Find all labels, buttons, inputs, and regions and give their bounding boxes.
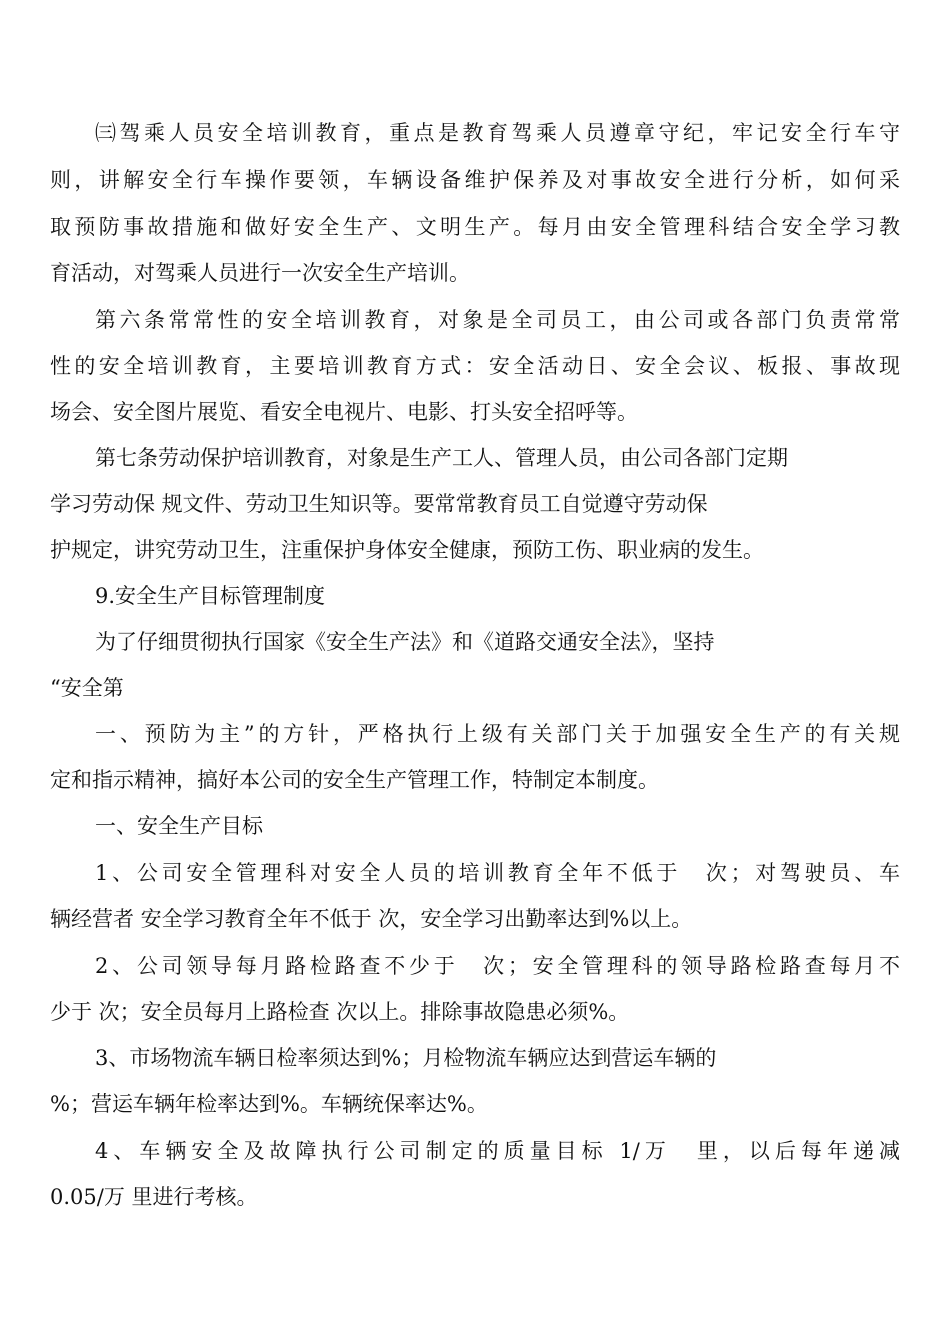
paragraph-line: %；营运车辆年检率达到%。车辆统保率达%。 — [50, 1092, 488, 1116]
paragraph-line: 护规定，讲究劳动卫生，注重保护身体安全健康，预防工伤、职业病的发生。 — [50, 538, 764, 562]
paragraph-line: 辆经营者 安全学习教育全年不低于 次，安全学习出勤率达到%以上。 — [50, 907, 693, 931]
paragraph-line: 场会、安全图片展览、看安全电视片、电影、打头安全招呼等。 — [50, 400, 638, 424]
paragraph-line: 3、市场物流车辆日检率须达到%；月检物流车辆应达到营运车辆的 — [95, 1046, 717, 1070]
paragraph-line: 第七条劳动保护培训教育，对象是生产工人、管理人员，由公司各部门定期 — [95, 446, 788, 470]
paragraph-line: 4、车辆安全及故障执行公司制定的质量目标 1/万 里，以后每年递减 — [95, 1139, 900, 1163]
paragraph-line: 育活动，对驾乘人员进行一次安全生产培训。 — [50, 261, 470, 285]
section-heading: 9.安全生产目标管理制度 — [95, 584, 326, 608]
paragraph-line: 0.05/万 里进行考核。 — [50, 1185, 258, 1209]
paragraph-line: 性的安全培训教育，主要培训教育方式：安全活动日、安全会议、板报、事故现 — [50, 354, 900, 378]
paragraph-line: 定和指示精神，搞好本公司的安全生产管理工作，特制定本制度。 — [50, 768, 659, 792]
section-heading: 一、安全生产目标 — [95, 814, 263, 838]
paragraph-line: 少于 次；安全员每月上路检查 次以上。排除事故隐患必须%。 — [50, 1000, 630, 1024]
paragraph-line: “安全第 — [50, 676, 124, 700]
paragraph-line: 第六条常常性的安全培训教育，对象是全司员工，由公司或各部门负责常常 — [95, 308, 900, 332]
paragraph-line: 为了仔细贯彻执行国家《安全生产法》和《道路交通安全法》，坚持 — [95, 630, 715, 654]
paragraph-line: 取预防事故措施和做好安全生产、文明生产。每月由安全管理科结合安全学习教 — [50, 215, 900, 239]
paragraph-line: 2、公司领导每月路检路查不少于 次；安全管理科的领导路检路查每月不 — [95, 954, 900, 978]
paragraph-line: 则，讲解安全行车操作要领，车辆设备维护保养及对事故安全进行分析，如何采 — [50, 168, 900, 192]
paragraph-line: 学习劳动保 规文件、劳动卫生知识等。要常常教育员工自觉遵守劳动保 — [50, 492, 708, 516]
paragraph-line: 一、预防为主”的方针，严格执行上级有关部门关于加强安全生产的有关规 — [95, 722, 900, 746]
paragraph-line: 1、公司安全管理科对安全人员的培训教育全年不低于 次；对驾驶员、车 — [95, 861, 900, 885]
paragraph-line: ㈢驾乘人员安全培训教育，重点是教育驾乘人员遵章守纪，牢记安全行车守 — [95, 121, 900, 145]
